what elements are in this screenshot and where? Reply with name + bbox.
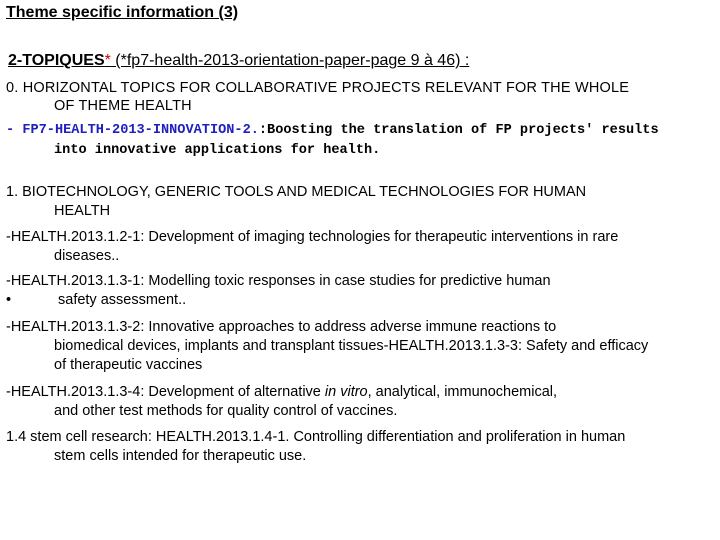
topic-1-4-1-line-2: stem cells intended for therapeutic use. xyxy=(54,448,307,464)
topic-1-3-4-in-vitro: in vitro xyxy=(324,384,368,400)
topic-1-2-1-line-1: -HEALTH.2013.1.2-1: Development of imaging technologies for therapeutic interventions in rare xyxy=(6,229,619,245)
topic-1-3-2-line-2: biomedical devices, implants and transplant tissues-HEALTH.2013.1.3-3: Safety and efficacy xyxy=(54,338,649,354)
topic-1-4-1 xyxy=(6,428,716,466)
innovation-topic xyxy=(6,121,716,161)
topic-1-3-4-line-1c: , analytical, immunochemical, xyxy=(367,384,558,400)
bullet-icon: • xyxy=(6,292,12,308)
topic-1-3-4-line-1a: -HEALTH.2013.1.3-4: Development of alternative xyxy=(6,384,325,400)
topic-1-3-1-line-2: safety assessment.. xyxy=(58,292,187,308)
topic-1-4-1-line-1: 1.4 stem cell research: HEALTH.2013.1.4-1. Controlling differentiation and proliferation in human xyxy=(6,429,626,445)
topic-1-2-1-line-2: diseases.. xyxy=(54,248,120,264)
horizontal-topics-heading xyxy=(6,79,714,115)
innovation-code: - FP7-HEALTH-2013-INNOVATION-2. xyxy=(6,123,259,138)
topiques-reference: (*fp7-health-2013-orientation-paper-page 9 à 46) : xyxy=(110,52,470,69)
topic-1-2-1 xyxy=(6,228,716,266)
biotech-section xyxy=(6,183,716,221)
topic-1-3-2-line-1: -HEALTH.2013.1.3-2: Innovative approaches to address adverse immune reactions to xyxy=(6,319,557,335)
topic-1-3-4-line-2: and other test methods for quality control of vaccines. xyxy=(54,403,398,419)
topic-1-3-2 xyxy=(6,318,716,375)
innovation-desc-2: into innovative applications for health. xyxy=(54,143,381,158)
horizontal-line-1: 0. HORIZONTAL TOPICS FOR COLLABORATIVE PROJECTS RELEVANT FOR THE WHOLE xyxy=(6,80,630,96)
topic-1-3-4 xyxy=(6,383,716,421)
innovation-desc-1: :Boosting the translation of FP projects' results xyxy=(258,123,659,138)
biotech-heading-2: HEALTH xyxy=(54,203,111,219)
topic-1-3-1 xyxy=(6,272,716,310)
topiques-heading xyxy=(8,52,469,70)
topiques-star: * xyxy=(104,52,111,69)
page-title: Theme specific information (3) xyxy=(6,4,239,21)
biotech-heading-1: 1. BIOTECHNOLOGY, GENERIC TOOLS AND MEDICAL TECHNOLOGIES FOR HUMAN xyxy=(6,184,587,200)
horizontal-line-2: OF THEME HEALTH xyxy=(54,98,192,114)
topiques-label: 2-TOPIQUES xyxy=(8,52,105,69)
topic-1-3-2-line-3: of therapeutic vaccines xyxy=(54,357,203,373)
topic-1-3-1-line-1: -HEALTH.2013.1.3-1: Modelling toxic responses in case studies for predictive human xyxy=(6,273,551,289)
